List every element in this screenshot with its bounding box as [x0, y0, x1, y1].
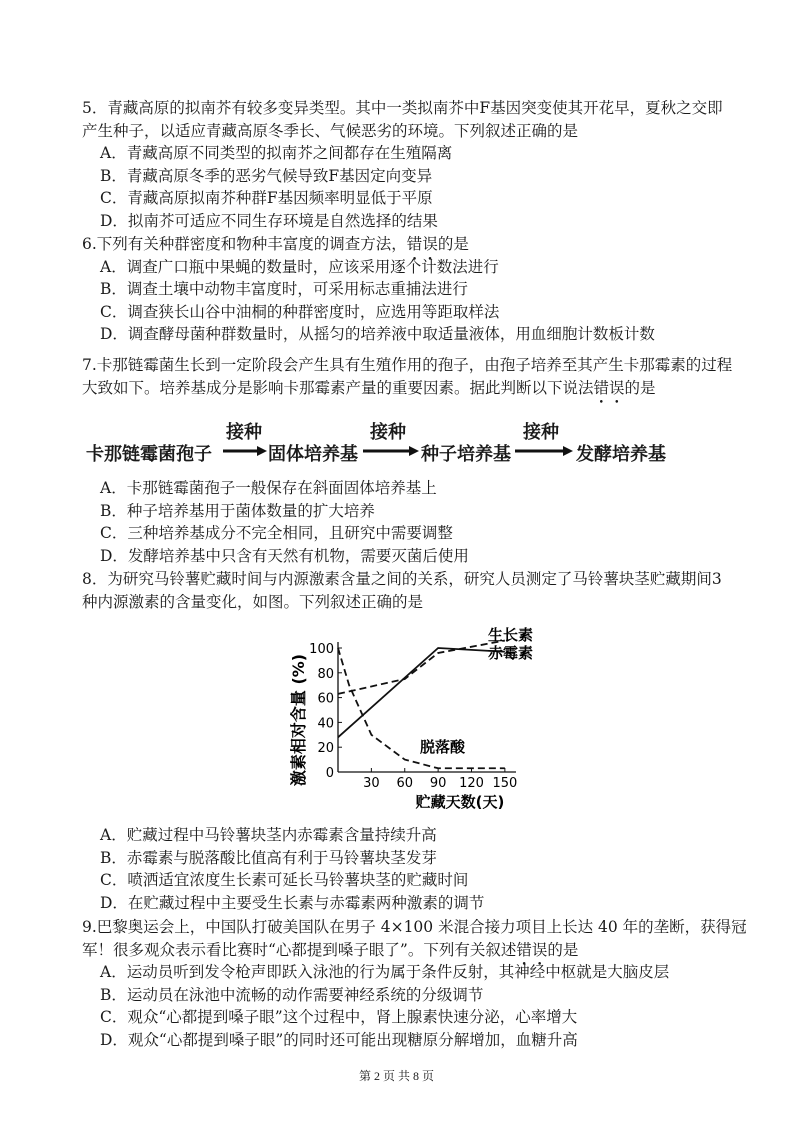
q9-option-b[interactable]: B．运动员在泳池中流畅的动作需要神经系统的分级调节 [100, 985, 484, 1004]
q6-option-c[interactable]: C．调查狭长山谷中油桐的种群密度时，应选用等距取样法 [100, 302, 500, 321]
q7-emphasis-char1: 错 [593, 378, 610, 397]
hormone-line-chart [280, 620, 540, 820]
q9-option-c[interactable]: C．观众“心都提到嗓子眼”这个过程中，肾上腺素快速分泌，心率增大 [100, 1008, 578, 1026]
series-line [338, 641, 505, 694]
q6-emphasis-char1: 错 [406, 235, 423, 253]
q5-option-a[interactable]: A．青藏高原不同类型的拟南芥之间都存在生殖隔离 [100, 144, 453, 162]
q6-stem-part2: 的是 [437, 235, 469, 253]
q5-option-c[interactable]: C．青藏高原拟南芥种群F基因频率明显低于平原 [100, 189, 433, 207]
q7-stem-line1: 7.卡那链霉菌生长到一定阶段会产生具有生殖作用的孢子，由孢子培养至其产生卡那霉素的过程 [82, 356, 733, 374]
x-tick-label: 150 [492, 776, 518, 791]
flow-node-seed-medium: 种子培养基 [421, 444, 511, 465]
q7-stem-line2 [82, 377, 762, 400]
x-tick-label: 60 [396, 776, 414, 791]
question-9 [82, 916, 762, 1051]
q9-option-d[interactable]: D．观众“心都提到嗓子眼”的同时还可能出现糖原分解增加，血糖升高 [100, 1030, 578, 1049]
q9-emphasis-char2: 误 [531, 940, 548, 959]
q7-option-c[interactable]: C．三种培养基成分不完全相同，且研究中需要调整 [100, 524, 453, 542]
q9-emphasis-char1: 错 [516, 940, 532, 959]
series-label: 脱落酸 [420, 738, 466, 756]
q9-stem-part2: 的是 [547, 940, 579, 959]
q9-option-a[interactable]: A．运动员听到发令枪声即跃入泳池的行为属于条件反射，其神经中枢就是大脑皮层 [100, 963, 670, 981]
q9-stem-part1: 军！很多观众表示看比赛时“心都提到嗓子眼了”。下列有关叙述 [82, 940, 517, 959]
q7-stem-part2: 的是 [624, 378, 656, 397]
q7-emphasis-char2: 误 [609, 378, 625, 397]
q5-option-d[interactable]: D．拟南芥可适应不同生存环境是自然选择的结果 [100, 211, 438, 230]
q8-option-a[interactable]: A．贮藏过程中马铃薯块茎内赤霉素含量持续升高 [100, 826, 437, 844]
q7-option-d[interactable]: D．发酵培养基中只含有天然有机物，需要灭菌后使用 [100, 546, 469, 565]
y-tick-label: 60 [317, 691, 334, 707]
q6-option-d[interactable]: D．调查酵母菌种群数量时，从摇匀的培养液中取适量液体，用血细胞计数板计数 [100, 325, 655, 343]
q5-stem-line2: 产生种子，以适应青藏高原冬季长、气候恶劣的环境。下列叙述正确的是 [82, 121, 579, 140]
flow-arrow-1-icon [223, 446, 267, 456]
flow-arrow-3-icon [515, 446, 573, 456]
q5-stem-line1: 5．青藏高原的拟南芥有较多变异类型。其中一类拟南芥中F基因突变使其开花早，夏秋之交即 [82, 99, 723, 117]
q9-stem-line1: 9.巴黎奥运会上，中国队打破美国队在男子 4×100 米混合接力项目上长达 40 年的垄断，获得冠 [82, 918, 747, 936]
x-axis-label: 贮藏天数(天) [415, 793, 505, 811]
page-footer: 第 2 页 共 8 页 [358, 1069, 434, 1083]
q8-option-b[interactable]: B．赤霉素与脱落酸比值高有利于马铃薯块茎发芽 [100, 848, 437, 867]
question-6 [82, 233, 762, 346]
y-tick-label: 0 [325, 766, 334, 781]
q6-option-b[interactable]: B．调查土壤中动物丰富度时，可采用标志重捕法进行 [100, 280, 468, 298]
q6-option-a[interactable]: A．调查广口瓶中果蝇的数量时，应该采用逐个计数法进行 [100, 257, 499, 276]
y-axis-label: 激素相对含量 (%) [289, 653, 308, 787]
flow-node-solid-medium: 固体培养基 [268, 444, 358, 465]
flow-node-ferment-medium: 发酵培养基 [576, 444, 666, 465]
x-tick-label: 30 [363, 776, 380, 791]
x-tick-label: 120 [459, 776, 484, 791]
flow-label-1: 接种 [226, 422, 262, 443]
flow-label-2: 接种 [370, 422, 406, 443]
q7-flow-diagram [86, 418, 686, 464]
flow-arrow-2-icon [363, 446, 419, 456]
question-7-options [82, 477, 762, 567]
chart-ticks [309, 642, 517, 791]
q7-stem-part1: 大致如下。培养基成分是影响卡那霉素产量的重要因素。据此判断以下说法 [82, 378, 594, 397]
question-7-stem [82, 354, 762, 399]
series-label: 赤霉素 [488, 644, 534, 662]
question-5 [82, 97, 762, 232]
q7-option-b[interactable]: B．种子培养基用于菌体数量的扩大培养 [100, 501, 375, 520]
x-tick-label: 90 [429, 776, 447, 791]
question-8-stem [82, 568, 762, 613]
series-label: 生长素 [488, 626, 534, 644]
question-8-options [82, 824, 762, 914]
q8-option-c[interactable]: C．喷洒适宜浓度生长素可延长马铃薯块茎的贮藏时间 [100, 871, 469, 889]
flow-node-spore: 卡那链霉菌孢子 [86, 444, 212, 465]
q8-option-d[interactable]: D．在贮藏过程中主要受生长素与赤霉素两种激素的调节 [100, 893, 485, 912]
q8-stem-line2: 种内源激素的含量变化，如图。下列叙述正确的是 [82, 592, 424, 611]
series-line [338, 648, 505, 737]
y-tick-label: 20 [317, 741, 334, 757]
q6-stem [82, 233, 762, 256]
q6-emphasis-char2: 误 [422, 235, 438, 253]
y-tick-label: 100 [309, 642, 334, 657]
q6-stem-part1: 6.下列有关种群密度和物种丰富度的调查方法， [82, 235, 407, 253]
flow-label-3: 接种 [523, 422, 559, 443]
q7-option-a[interactable]: A．卡那链霉菌孢子一般保存在斜面固体培养基上 [100, 479, 437, 497]
y-tick-label: 40 [317, 716, 334, 732]
y-tick-label: 80 [317, 666, 334, 682]
q8-stem-line1: 8．为研究马铃薯贮藏时间与内源激素含量之间的关系，研究人员测定了马铃薯块茎贮藏期间3 [82, 570, 722, 588]
q5-option-b[interactable]: B．青藏高原冬季的恶劣气候导致F基因定向变异 [100, 166, 433, 185]
q9-stem-line2 [82, 939, 762, 962]
